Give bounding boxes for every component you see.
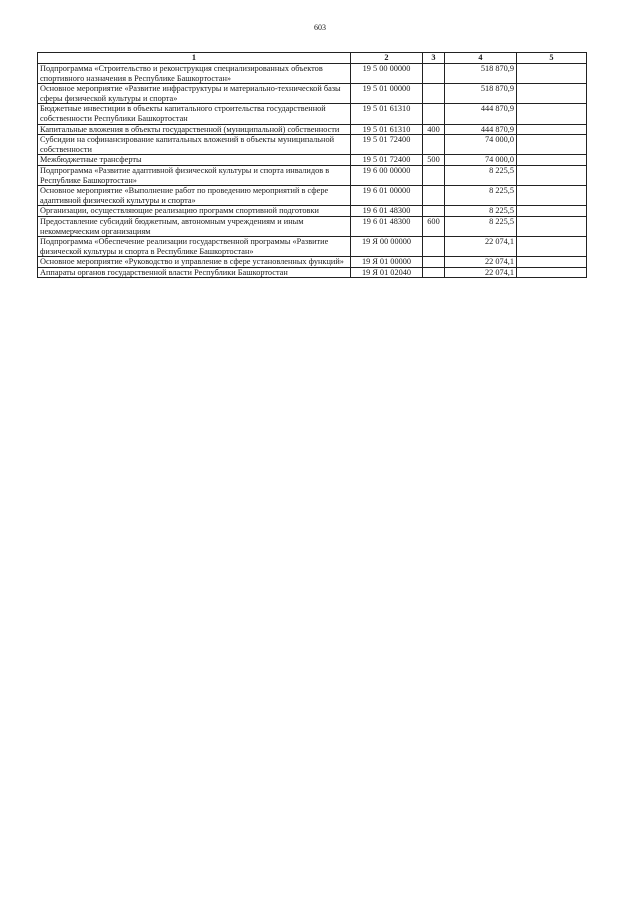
row-name: Основное мероприятие «Выполнение работ по проведению мероприятий в сфере адаптивной физической культуры и спорта» (38, 186, 351, 206)
row-amount: 444 870,9 (445, 124, 517, 135)
table-row (38, 104, 587, 124)
row-code: 19 6 01 00000 (351, 186, 423, 206)
table-row (38, 135, 587, 155)
row-expense-type (423, 186, 445, 206)
table-header-row (38, 53, 587, 64)
row-amount: 22 074,1 (445, 267, 517, 278)
column-header: 2 (351, 53, 423, 64)
row-name: Организации, осуществляющие реализацию программ спортивной подготовки (38, 206, 351, 217)
column-header: 1 (38, 53, 351, 64)
row-expense-type (423, 206, 445, 217)
row-name: Основное мероприятие «Развитие инфраструктуры и материально-технической базы сферы физической культуры и спорта» (38, 84, 351, 104)
row-name: Основное мероприятие «Руководство и управление в сфере установленных функций» (38, 257, 351, 268)
row-column-5 (517, 206, 587, 217)
row-name: Капитальные вложения в объекты государственной (муниципальной) собственности (38, 124, 351, 135)
row-name: Предоставление субсидий бюджетным, автономным учреждениям и иным некоммерческим организациям (38, 216, 351, 236)
row-expense-type: 500 (423, 155, 445, 166)
row-code: 19 5 01 72400 (351, 135, 423, 155)
table-row (38, 84, 587, 104)
row-amount: 518 870,9 (445, 84, 517, 104)
row-amount: 74 000,0 (445, 155, 517, 166)
row-column-5 (517, 64, 587, 84)
row-expense-type (423, 237, 445, 257)
row-name: Бюджетные инвестиции в объекты капитального строительства государственной собственности Республики Башкортостан (38, 104, 351, 124)
row-column-5 (517, 186, 587, 206)
row-name: Аппараты органов государственной власти Республики Башкортостан (38, 267, 351, 278)
row-code: 19 5 01 00000 (351, 84, 423, 104)
row-code: 19 6 00 00000 (351, 165, 423, 185)
row-code: 19 5 01 61310 (351, 104, 423, 124)
table-row (38, 206, 587, 217)
row-name: Межбюджетные трансферты (38, 155, 351, 166)
row-column-5 (517, 135, 587, 155)
row-code: 19 Я 01 02040 (351, 267, 423, 278)
row-expense-type (423, 267, 445, 278)
row-column-5 (517, 267, 587, 278)
row-expense-type (423, 135, 445, 155)
row-expense-type (423, 64, 445, 84)
row-amount: 8 225,5 (445, 206, 517, 217)
row-column-5 (517, 124, 587, 135)
table-row (38, 64, 587, 84)
column-header: 4 (445, 53, 517, 64)
row-amount: 8 225,5 (445, 186, 517, 206)
row-code: 19 Я 01 00000 (351, 257, 423, 268)
column-header: 5 (517, 53, 587, 64)
row-amount: 8 225,5 (445, 216, 517, 236)
row-column-5 (517, 257, 587, 268)
row-expense-type (423, 104, 445, 124)
table-row (38, 216, 587, 236)
page-number: 603 (314, 23, 326, 32)
table-row (38, 267, 587, 278)
row-column-5 (517, 237, 587, 257)
row-code: 19 5 01 61310 (351, 124, 423, 135)
table-row (38, 165, 587, 185)
row-name: Подпрограмма «Развитие адаптивной физической культуры и спорта инвалидов в Республике Башкортостан» (38, 165, 351, 185)
row-code: 19 6 01 48300 (351, 206, 423, 217)
row-column-5 (517, 165, 587, 185)
row-code: 19 5 00 00000 (351, 64, 423, 84)
row-column-5 (517, 216, 587, 236)
table-row (38, 257, 587, 268)
row-name: Подпрограмма «Строительство и реконструкция специализированных объектов спортивного назначения в Республике Башкортостан» (38, 64, 351, 84)
row-column-5 (517, 104, 587, 124)
table-row (38, 155, 587, 166)
row-code: 19 5 01 72400 (351, 155, 423, 166)
row-expense-type: 600 (423, 216, 445, 236)
row-amount: 8 225,5 (445, 165, 517, 185)
row-code: 19 6 01 48300 (351, 216, 423, 236)
row-amount: 444 870,9 (445, 104, 517, 124)
row-amount: 22 074,1 (445, 237, 517, 257)
table-row (38, 124, 587, 135)
row-expense-type: 400 (423, 124, 445, 135)
row-amount: 518 870,9 (445, 64, 517, 84)
row-expense-type (423, 257, 445, 268)
budget-table (37, 52, 587, 278)
row-amount: 22 074,1 (445, 257, 517, 268)
row-name: Субсидии на софинансирование капитальных вложений в объекты муниципальной собственности (38, 135, 351, 155)
row-expense-type (423, 84, 445, 104)
column-header: 3 (423, 53, 445, 64)
table-row (38, 186, 587, 206)
table-row (38, 237, 587, 257)
row-expense-type (423, 165, 445, 185)
row-amount: 74 000,0 (445, 135, 517, 155)
row-column-5 (517, 84, 587, 104)
row-column-5 (517, 155, 587, 166)
row-name: Подпрограмма «Обеспечение реализации государственной программы «Развитие физической культуры и спорта в Республике Башкортостан» (38, 237, 351, 257)
row-code: 19 Я 00 00000 (351, 237, 423, 257)
table-body (38, 64, 587, 278)
